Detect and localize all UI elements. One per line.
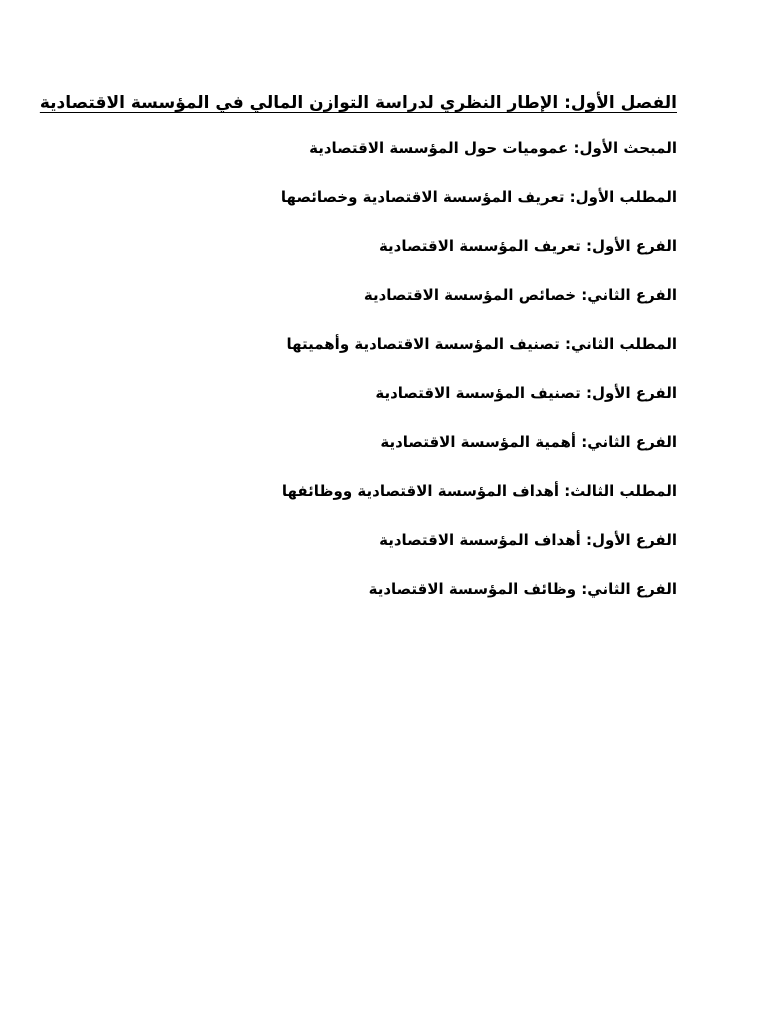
branch-heading: الفرع الأول: تصنيف المؤسسة الاقتصادية: [375, 384, 677, 402]
branch-heading: الفرع الثاني: أهمية المؤسسة الاقتصادية: [380, 433, 677, 451]
section-heading: المبحث الأول: عموميات حول المؤسسة الاقتصادية: [309, 139, 677, 157]
branch-heading: الفرع الثاني: وظائف المؤسسة الاقتصادية: [368, 580, 677, 598]
branch-heading: الفرع الثاني: خصائص المؤسسة الاقتصادية: [363, 286, 677, 304]
table-of-contents: [39, 89, 677, 626]
chapter-title: الفصل الأول: الإطار النظري لدراسة التوازن المالي في المؤسسة الاقتصادية: [39, 93, 677, 113]
branch-heading: الفرع الأول: تعريف المؤسسة الاقتصادية: [378, 237, 677, 255]
subsection-heading: المطلب الأول: تعريف المؤسسة الاقتصادية وخصائصها: [280, 188, 677, 206]
subsection-heading: المطلب الثالث: أهداف المؤسسة الاقتصادية ووظائفها: [281, 482, 677, 500]
branch-heading: الفرع الأول: أهداف المؤسسة الاقتصادية: [379, 531, 677, 549]
subsection-heading: المطلب الثاني: تصنيف المؤسسة الاقتصادية وأهميتها: [286, 335, 677, 353]
